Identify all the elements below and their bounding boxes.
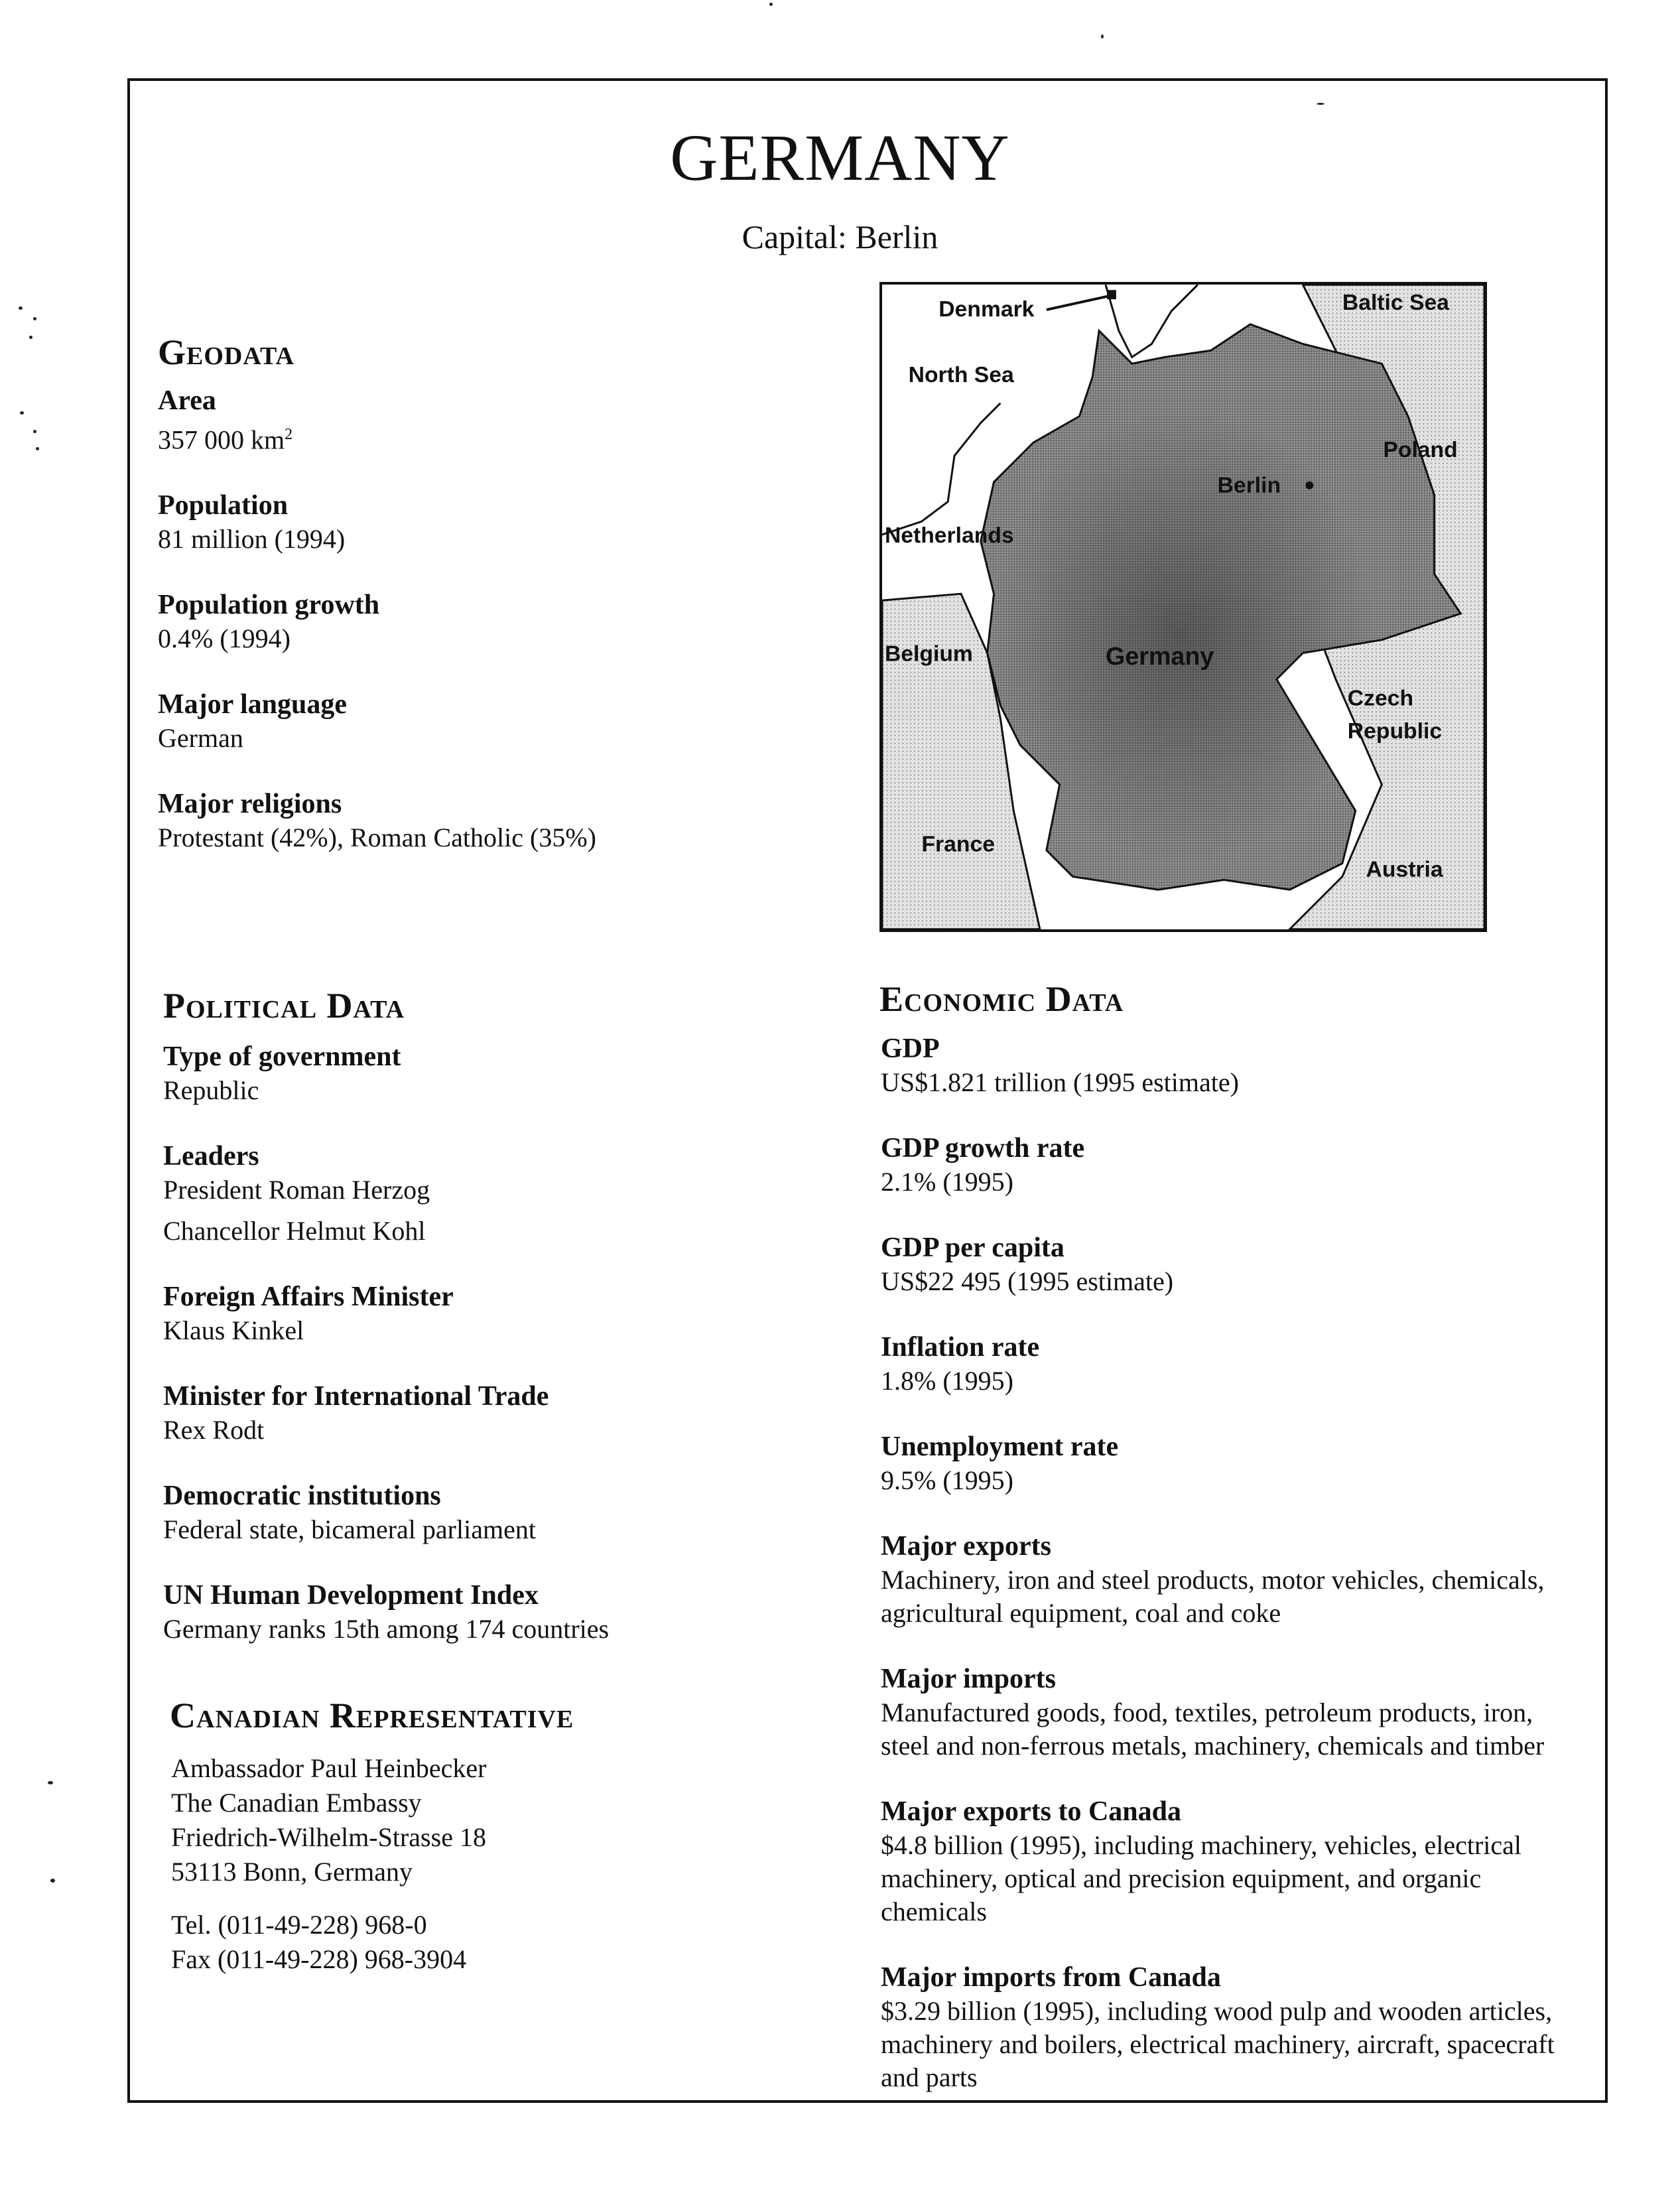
exports-to-canada-field	[881, 1794, 1571, 1928]
major-imports-value: Manufactured goods, food, textiles, petroleum products, iron, steel and non-ferrous metals, machinery, chemicals and timber	[881, 1698, 1545, 1761]
foreign-minister-value: Klaus Kinkel	[163, 1315, 304, 1345]
political-heading: Political Data	[163, 986, 405, 1026]
scan-speck	[29, 336, 32, 339]
embassy-fax: Fax (011-49-228) 968-3904	[171, 1944, 467, 1974]
political-fields	[163, 1039, 826, 1678]
hdi-value: Germany ranks 15th among 174 countries	[163, 1614, 610, 1644]
denmark-pointer-head	[1107, 290, 1116, 299]
map-label-austria: Austria	[1366, 856, 1443, 882]
inflation-label: Inflation rate	[881, 1332, 1040, 1363]
ambassador-name: Ambassador Paul Heinbecker	[171, 1753, 487, 1783]
page-title: GERMANY	[670, 121, 1010, 194]
germany-map	[879, 282, 1487, 932]
gdp-growth-field	[881, 1131, 1571, 1199]
leader-chancellor: Chancellor Helmut Kohl	[163, 1216, 426, 1246]
major-exports-field	[881, 1529, 1571, 1630]
gdp-value: US$1.821 trillion (1995 estimate)	[881, 1067, 1239, 1097]
exports-to-canada-value: $4.8 billion (1995), including machinery, vehicles, electrical machinery, optical and precision equipment, and organic chemicals	[881, 1830, 1521, 1926]
population-growth-label: Population growth	[158, 590, 380, 621]
embassy-city: 53113 Bonn, Germany	[171, 1857, 413, 1887]
gdp-label: GDP	[881, 1034, 940, 1064]
gdp-per-capita-field	[881, 1231, 1571, 1298]
institutions-field	[163, 1479, 826, 1546]
map-label-france: France	[921, 831, 995, 857]
population-value: 81 million (1994)	[158, 524, 346, 555]
religions-label: Major religions	[158, 789, 342, 820]
major-imports-field	[881, 1662, 1571, 1763]
area-unit-superscript: 2	[285, 426, 293, 443]
major-imports-label: Major imports	[881, 1664, 1056, 1694]
embassy-name: The Canadian Embassy	[171, 1788, 422, 1818]
berlin-marker	[1305, 482, 1313, 490]
embassy-street: Friedrich-Wilhelm-Strasse 18	[171, 1822, 486, 1852]
gdp-per-capita-label: GDP per capita	[881, 1233, 1065, 1263]
area-field	[158, 383, 821, 456]
economic-fields	[881, 1032, 1571, 2126]
map-label-netherlands: Netherlands	[884, 522, 1014, 548]
capital-line: Capital: Berlin	[742, 218, 938, 255]
area-label: Area	[158, 385, 216, 416]
population-growth-value: 0.4% (1994)	[158, 624, 291, 654]
language-field	[158, 687, 821, 755]
scan-speck	[19, 306, 23, 310]
population-growth-field	[158, 588, 821, 655]
unemployment-value: 9.5% (1995)	[881, 1465, 1013, 1495]
map-label-belgium: Belgium	[884, 641, 973, 667]
scan-speck	[33, 317, 36, 320]
major-exports-label: Major exports	[881, 1531, 1051, 1562]
map-label-berlin: Berlin	[1217, 472, 1281, 498]
map-label-czech: Czech	[1347, 685, 1414, 711]
map-label-denmark: Denmark	[938, 296, 1035, 322]
denmark-pointer	[1047, 295, 1112, 310]
religions-field	[158, 787, 821, 854]
scan-speck	[50, 1879, 55, 1883]
gdp-per-capita-value: US$22 495 (1995 estimate)	[881, 1266, 1174, 1296]
scan-speck	[48, 1781, 53, 1784]
hdi-field	[163, 1578, 826, 1646]
exports-to-canada-label: Major exports to Canada	[881, 1796, 1182, 1827]
hdi-label: UN Human Development Index	[163, 1580, 539, 1611]
economic-heading: Economic Data	[879, 979, 1124, 1019]
geodata-fields	[158, 383, 821, 886]
gdp-field	[881, 1032, 1571, 1099]
institutions-label: Democratic institutions	[163, 1481, 441, 1511]
trade-minister-field	[163, 1379, 826, 1447]
map-label-republic: Republic	[1347, 718, 1443, 744]
scan-speck	[769, 3, 773, 6]
scan-speck	[1101, 34, 1104, 38]
religions-value: Protestant (42%), Roman Catholic (35%)	[158, 823, 596, 853]
canadian-representative-block	[171, 1751, 834, 1977]
leaders-label: Leaders	[163, 1141, 259, 1171]
map-graphic	[882, 285, 1484, 929]
foreign-minister-label: Foreign Affairs Minister	[163, 1282, 454, 1312]
map-label-germany: Germany	[1106, 642, 1214, 671]
gdp-growth-label: GDP growth rate	[881, 1133, 1085, 1164]
trade-minister-value: Rex Rodt	[163, 1415, 265, 1445]
denmark-coast	[1106, 285, 1198, 357]
trade-minister-label: Minister for International Trade	[163, 1381, 549, 1412]
embassy-telephone: Tel. (011-49-228) 968-0	[171, 1910, 427, 1940]
government-field	[163, 1039, 826, 1107]
imports-from-canada-value: $3.29 billion (1995), including wood pulp and wooden articles, machinery and boilers, electrical machinery, aircraft, spacecraft and parts	[881, 1996, 1555, 2092]
language-value: German	[158, 723, 243, 754]
leader-president: President Roman Herzog	[163, 1175, 430, 1205]
scan-speck	[33, 430, 36, 433]
unemployment-label: Unemployment rate	[881, 1432, 1119, 1462]
scan-speck	[36, 447, 39, 450]
foreign-minister-field	[163, 1280, 826, 1347]
inflation-value: 1.8% (1995)	[881, 1366, 1013, 1396]
imports-from-canada-label: Major imports from Canada	[881, 1962, 1221, 1993]
map-label-north-sea: North Sea	[908, 362, 1014, 387]
map-label-poland: Poland	[1383, 436, 1458, 462]
language-label: Major language	[158, 689, 348, 720]
area-value	[158, 418, 821, 456]
government-value: Republic	[163, 1075, 259, 1105]
institutions-value: Federal state, bicameral parliament	[163, 1514, 536, 1544]
leaders-field	[163, 1139, 826, 1248]
area-value-text: 357 000 km	[158, 425, 285, 455]
unemployment-field	[881, 1430, 1571, 1497]
map-label-baltic-sea: Baltic Sea	[1342, 289, 1449, 315]
geodata-heading: Geodata	[158, 332, 294, 372]
imports-from-canada-field	[881, 1960, 1571, 2094]
gdp-growth-value: 2.1% (1995)	[881, 1167, 1013, 1197]
government-label: Type of government	[163, 1041, 401, 1072]
netherlands-coast	[882, 403, 1000, 535]
scan-speck	[20, 411, 24, 415]
inflation-field	[881, 1330, 1571, 1398]
major-exports-value: Machinery, iron and steel products, motor vehicles, chemicals, agricultural equipment, coal and coke	[881, 1565, 1545, 1628]
population-label: Population	[158, 490, 289, 521]
canadian-representative-heading: Canadian Representative	[170, 1696, 574, 1735]
population-field	[158, 488, 821, 556]
